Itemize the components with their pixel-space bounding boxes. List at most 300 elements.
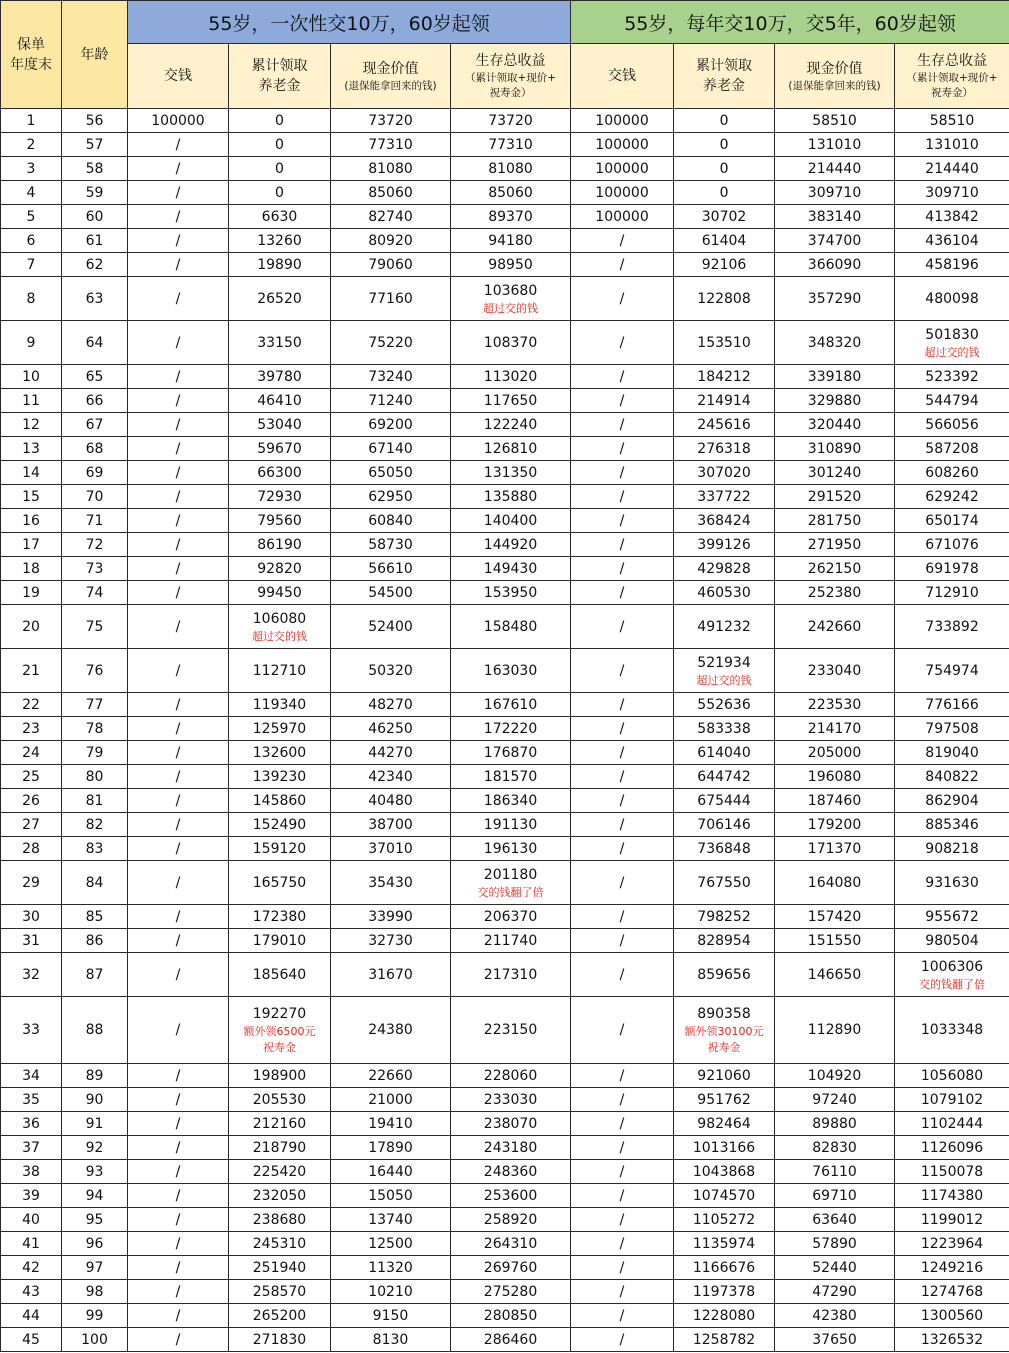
plan-a-pay-cell: [128, 1184, 229, 1208]
plan-a-pay-cell: [128, 437, 229, 461]
plan-a-accum-cell: [229, 181, 331, 205]
table-row: [1, 1232, 1009, 1256]
plan-b-cash-value-cell: [775, 765, 895, 789]
plan-b-accum-cell: [674, 581, 775, 605]
cell-value: 587208: [925, 440, 979, 457]
plan-b-total-cell: [895, 1328, 1009, 1352]
cell-value: 6: [26, 232, 36, 249]
cell-value: 61: [85, 232, 104, 249]
plan-a-cash-value-cell: [331, 813, 451, 837]
cell-value: 252380: [807, 584, 862, 601]
plan-a-cash-value-cell: [331, 321, 451, 365]
plan-b-cash-value-cell: [775, 605, 895, 649]
plan-b-cash-header-l1: 现金价值: [806, 60, 863, 77]
plan-b-cash-value-cell: [775, 321, 895, 365]
cell-value: 71: [85, 512, 104, 529]
policy-year-cell: [1, 861, 62, 905]
cell-value: 1074570: [692, 1187, 756, 1204]
cell-value: /: [175, 416, 181, 433]
plan-b-total-cell: [895, 205, 1009, 229]
plan-b-accum-cell: [674, 905, 775, 929]
plan-b-cash-value-cell: [775, 533, 895, 557]
policy-year-cell: [1, 413, 62, 437]
cell-value: 167610: [483, 696, 538, 713]
cell-value: 176870: [483, 744, 538, 761]
cell-value: 309710: [807, 184, 862, 201]
plan-a-accum-cell: [229, 649, 331, 693]
plan-b-cash-value-cell: [775, 1232, 895, 1256]
plan-b-total-cell: [895, 533, 1009, 557]
plan-a-pay-cell: [128, 461, 229, 485]
plan-a-cash-value-cell: [331, 905, 451, 929]
policy-year-cell: [1, 253, 62, 277]
cell-value: 27: [22, 816, 40, 833]
plan-b-cash-value-cell: [775, 581, 895, 605]
cell-value: 733892: [925, 618, 979, 635]
cell-value: 205530: [252, 1091, 307, 1108]
cell-value: 60: [85, 208, 104, 225]
plan-b-total-cell: [895, 1064, 1009, 1088]
plan-b-accum-cell: [674, 997, 775, 1064]
cell-value: 28: [22, 840, 40, 857]
age-cell: [62, 1328, 128, 1352]
cell-value: /: [619, 840, 625, 857]
cell-value: 736848: [697, 840, 751, 857]
table-row: [1, 109, 1009, 133]
cell-value: 86190: [257, 536, 302, 553]
cell-value: 281750: [807, 512, 862, 529]
plan-b-total-cell: [895, 557, 1009, 581]
plan-b-accum-cell: [674, 1328, 775, 1352]
cell-value: 214440: [925, 160, 979, 177]
age-cell: [62, 413, 128, 437]
policy-year-cell: [1, 997, 62, 1064]
plan-a-total-cell: [451, 861, 571, 905]
plan-b-pay-cell: [571, 1136, 674, 1160]
plan-b-accum-cell: [674, 205, 775, 229]
plan-b-pay-cell: [571, 461, 674, 485]
age-cell: [62, 693, 128, 717]
plan-b-pay-cell: [571, 413, 674, 437]
policy-year-cell: [1, 605, 62, 649]
cell-value: 291520: [807, 488, 862, 505]
cell-value: 368424: [697, 512, 751, 529]
policy-year-cell: [1, 133, 62, 157]
table-row: [1, 789, 1009, 813]
plan-b-total-cell: [895, 905, 1009, 929]
plan-a-cash-value-cell: [331, 389, 451, 413]
cell-value: 251940: [252, 1259, 307, 1276]
plan-b-accum-cell: [674, 1112, 775, 1136]
age-cell: [62, 789, 128, 813]
plan-a-accum-cell: [229, 509, 331, 533]
plan-b-total-cell: [895, 1256, 1009, 1280]
policy-year-cell: [1, 1304, 62, 1328]
cell-value: 58510: [929, 112, 975, 129]
cell-value: 0: [275, 184, 284, 201]
cell-value: 20: [22, 618, 40, 635]
cell-value: 22660: [368, 1067, 413, 1084]
cell-value: 521934: [697, 654, 751, 671]
plan-a-pay-cell: [128, 861, 229, 905]
cell-value: /: [619, 1022, 625, 1038]
plan-b-pay-cell: [571, 365, 674, 389]
plan-a-total-header-l3: 祝寿金）: [489, 87, 532, 99]
cell-value: 70: [85, 488, 104, 505]
plan-a-total-cell: [451, 605, 571, 649]
cell-value: /: [619, 966, 625, 983]
policy-year-cell: [1, 717, 62, 741]
table-row: [1, 813, 1009, 837]
plan-a-title: 55岁，一次性交10万，60岁起领: [128, 1, 571, 44]
age-cell: [62, 461, 128, 485]
plan-a-pay-cell: [128, 1136, 229, 1160]
plan-b-accum-header-l1: 累计领取: [696, 58, 753, 74]
plan-b-cash-value-cell: [775, 997, 895, 1064]
plan-b-accum-cell: [674, 157, 775, 181]
plan-a-cash-value-cell: [331, 1304, 451, 1328]
plan-b-pay-cell: [571, 605, 674, 649]
plan-b-cash-value-cell: [775, 1136, 895, 1160]
plan-b-total-cell: [895, 253, 1009, 277]
cell-value: 85: [85, 908, 104, 925]
age-cell: [62, 861, 128, 905]
cell-value: 329880: [807, 392, 862, 409]
table-row: [1, 953, 1009, 997]
cell-value: 86: [85, 932, 104, 949]
plan-a-cash-value-cell: [331, 1232, 451, 1256]
cell-value: 56: [85, 112, 104, 129]
cell-value: 228060: [483, 1067, 538, 1084]
cell-value: /: [619, 560, 625, 577]
plan-b-accum-cell: [674, 133, 775, 157]
cell-note: 超过交的钱: [252, 629, 307, 643]
plan-a-total-cell: [451, 181, 571, 205]
cell-value: /: [619, 720, 625, 737]
policy-year-cell: [1, 181, 62, 205]
plan-b-accum-cell: [674, 509, 775, 533]
cell-value: 238680: [252, 1211, 307, 1228]
cell-value: 83: [85, 840, 104, 857]
plan-b-pay-cell: [571, 277, 674, 321]
plan-b-total-cell: [895, 181, 1009, 205]
cell-value: 61404: [701, 232, 747, 249]
cell-value: 35430: [368, 874, 413, 891]
plan-b-total-cell: [895, 953, 1009, 997]
policy-year-cell: [1, 649, 62, 693]
cell-value: 1043868: [692, 1163, 756, 1180]
plan-b-cash-value-cell: [775, 693, 895, 717]
cell-value: /: [175, 966, 181, 983]
plan-b-total-cell: [895, 133, 1009, 157]
cell-value: 1056080: [920, 1067, 984, 1084]
plan-b-cash-value-cell: [775, 789, 895, 813]
age-cell: [62, 1280, 128, 1304]
cell-value: 89370: [488, 208, 533, 225]
cell-value: 47290: [812, 1283, 857, 1300]
plan-a-pay-cell: [128, 533, 229, 557]
cell-value: 40480: [368, 792, 413, 809]
cell-value: 271950: [807, 536, 862, 553]
cell-value: 106080: [252, 610, 307, 627]
cell-value: 30702: [701, 208, 747, 225]
policy-year-cell: [1, 1208, 62, 1232]
cell-value: 80920: [368, 232, 413, 249]
cell-value: 583338: [697, 720, 751, 737]
cell-value: 179010: [252, 932, 307, 949]
policy-year-cell: [1, 693, 62, 717]
cell-value: 552636: [697, 696, 751, 713]
cell-value: 206370: [483, 908, 538, 925]
cell-value: 754974: [925, 662, 979, 679]
cell-value: 103680: [483, 282, 538, 299]
plan-a-pay-cell: [128, 997, 229, 1064]
cell-value: 214170: [807, 720, 862, 737]
cell-value: /: [175, 908, 181, 925]
cell-value: 79060: [368, 256, 413, 273]
plan-b-accum-cell: [674, 437, 775, 461]
plan-b-pay-cell: [571, 533, 674, 557]
cell-value: 82: [85, 816, 104, 833]
cell-value: 92820: [257, 560, 302, 577]
cell-value: 35: [22, 1091, 40, 1108]
age-cell: [62, 437, 128, 461]
plan-b-accum-cell: [674, 1280, 775, 1304]
plan-b-cash-value-cell: [775, 109, 895, 133]
policy-year-cell: [1, 1136, 62, 1160]
plan-a-pay-cell: [128, 389, 229, 413]
cell-value: 33150: [257, 334, 302, 351]
plan-a-accum-cell: [229, 1136, 331, 1160]
plan-a-pay-cell: [128, 765, 229, 789]
plan-a-cash-value-cell: [331, 205, 451, 229]
plan-b-cash-value-cell: [775, 1112, 895, 1136]
plan-a-pay-cell: [128, 1328, 229, 1352]
plan-b-pay-cell: [571, 905, 674, 929]
cell-value: /: [619, 1139, 625, 1156]
cell-value: /: [175, 1091, 181, 1108]
cell-value: 59: [85, 184, 104, 201]
cell-value: 58: [85, 160, 104, 177]
cell-value: 280850: [483, 1307, 538, 1324]
plan-a-accum-cell: [229, 365, 331, 389]
policy-year-cell: [1, 533, 62, 557]
plan-b-total-cell: [895, 229, 1009, 253]
cell-value: 862904: [925, 792, 979, 809]
cell-value: 31: [22, 932, 40, 949]
cell-value: 52440: [812, 1259, 857, 1276]
plan-b-accum-cell: [674, 1232, 775, 1256]
cell-value: 460530: [697, 584, 751, 601]
plan-b-total-cell: [895, 813, 1009, 837]
plan-b-total-cell: [895, 1208, 1009, 1232]
plan-a-cash-value-cell: [331, 861, 451, 905]
plan-a-total-cell: [451, 765, 571, 789]
plan-a-accum-cell: [229, 929, 331, 953]
plan-a-cash-value-cell: [331, 953, 451, 997]
plan-b-total-cell: [895, 765, 1009, 789]
cell-value: 1223964: [920, 1235, 984, 1252]
cell-value: 225420: [252, 1163, 307, 1180]
plan-a-total-cell: [451, 905, 571, 929]
plan-a-cash-header-l1: 现金价值: [362, 60, 419, 77]
plan-a-accum-cell: [229, 485, 331, 509]
plan-a-cash-value-cell: [331, 605, 451, 649]
plan-a-pay-cell: [128, 693, 229, 717]
plan-b-total-cell: [895, 605, 1009, 649]
header-policy-year: 保单 年度末: [1, 1, 62, 109]
cell-value: 1326532: [920, 1331, 984, 1348]
plan-a-pay-cell: [128, 581, 229, 605]
cell-value: 99: [85, 1307, 104, 1324]
policy-year-cell: [1, 365, 62, 389]
plan-b-cash-value-cell: [775, 1304, 895, 1328]
age-cell: [62, 181, 128, 205]
cell-value: /: [619, 392, 625, 409]
cell-value: 63: [85, 290, 104, 307]
cell-value: 57890: [812, 1235, 857, 1252]
plan-a-pay-cell: [128, 229, 229, 253]
cell-value: /: [619, 1187, 625, 1204]
plan-a-pay-cell: [128, 605, 229, 649]
cell-value: 113020: [483, 368, 538, 385]
age-cell: [62, 157, 128, 181]
plan-a-cash-value-cell: [331, 1184, 451, 1208]
policy-year-cell: [1, 229, 62, 253]
policy-year-cell: [1, 389, 62, 413]
plan-a-accum-cell: [229, 1256, 331, 1280]
cell-value: 337722: [697, 488, 751, 505]
plan-a-accum-header: [229, 44, 331, 109]
plan-a-total-cell: [451, 277, 571, 321]
cell-value: 41: [22, 1235, 40, 1252]
plan-a-pay-cell: [128, 181, 229, 205]
cell-value: 17890: [368, 1139, 413, 1156]
plan-b-pay-cell: [571, 1280, 674, 1304]
plan-a-pay-cell: [128, 649, 229, 693]
cell-value: 205000: [807, 744, 862, 761]
cell-value: 50320: [368, 662, 413, 679]
plan-b-total-cell: [895, 789, 1009, 813]
plan-a-total-cell: [451, 953, 571, 997]
plan-a-accum-cell: [229, 413, 331, 437]
plan-a-cash-value-cell: [331, 929, 451, 953]
cell-value: 1249216: [920, 1259, 984, 1276]
cell-value: 94: [85, 1187, 104, 1204]
cell-value: 85060: [488, 184, 533, 201]
cell-value: /: [175, 1187, 181, 1204]
plan-a-cash-value-cell: [331, 693, 451, 717]
cell-value: 74: [85, 584, 104, 601]
cell-value: /: [175, 536, 181, 553]
plan-a-pay-cell: [128, 133, 229, 157]
cell-value: 72: [85, 536, 104, 553]
cell-value: 73720: [488, 112, 533, 129]
plan-a-pay-cell: [128, 953, 229, 997]
plan-b-cash-value-cell: [775, 905, 895, 929]
cell-value: 6630: [261, 208, 298, 225]
cell-value: 119340: [252, 696, 307, 713]
plan-b-accum-cell: [674, 1136, 775, 1160]
cell-value: 117650: [483, 392, 538, 409]
cell-value: 75: [85, 618, 104, 635]
plan-b-pay-cell: [571, 437, 674, 461]
cell-value: 59670: [257, 440, 302, 457]
plan-b-cash-value-cell: [775, 557, 895, 581]
plan-b-pay-cell: [571, 389, 674, 413]
plan-b-accum-cell: [674, 389, 775, 413]
cell-value: 185640: [252, 966, 307, 983]
plan-a-total-cell: [451, 1280, 571, 1304]
plan-b-cash-value-cell: [775, 365, 895, 389]
policy-year-cell: [1, 789, 62, 813]
cell-value: 53040: [257, 416, 302, 433]
cell-value: /: [619, 256, 625, 273]
plan-a-accum-cell: [229, 813, 331, 837]
plan-a-accum-cell: [229, 741, 331, 765]
age-cell: [62, 277, 128, 321]
cell-value: /: [619, 1259, 625, 1276]
cell-value: 80: [85, 768, 104, 785]
plan-a-total-cell: [451, 413, 571, 437]
plan-a-total-cell: [451, 1160, 571, 1184]
plan-a-pay-cell: [128, 253, 229, 277]
cell-note: 祝寿金: [707, 1041, 741, 1054]
plan-b-pay-cell: [571, 557, 674, 581]
cell-value: /: [175, 1283, 181, 1300]
plan-a-pay-cell: [128, 1088, 229, 1112]
table-row: [1, 837, 1009, 861]
cell-value: 245616: [697, 416, 751, 433]
cell-value: 146650: [807, 966, 862, 983]
cell-value: /: [619, 512, 625, 529]
plan-b-accum-cell: [674, 837, 775, 861]
cell-value: 37: [22, 1139, 40, 1156]
plan-a-pay-header: [128, 44, 229, 109]
cell-value: /: [619, 1235, 625, 1252]
cell-value: 75220: [368, 334, 413, 351]
table-row: [1, 1208, 1009, 1232]
cell-value: /: [175, 1067, 181, 1084]
cell-value: 706146: [697, 816, 751, 833]
cell-value: 1126096: [920, 1139, 984, 1156]
plan-a-total-cell: [451, 1136, 571, 1160]
plan-a-accum-header-l1: 累计领取: [251, 58, 308, 74]
cell-value: 153510: [697, 334, 751, 351]
cell-value: /: [619, 488, 625, 505]
cell-value: 890358: [697, 1006, 751, 1022]
cell-value: /: [175, 840, 181, 857]
cell-value: 0: [719, 160, 729, 177]
plan-b-cash-value-cell: [775, 929, 895, 953]
cell-value: 608260: [925, 464, 979, 481]
cell-value: 1105272: [692, 1211, 756, 1228]
age-cell: [62, 229, 128, 253]
plan-b-cash-value-cell: [775, 837, 895, 861]
cell-value: /: [175, 584, 181, 601]
policy-year-cell: [1, 581, 62, 605]
cell-value: 614040: [697, 744, 751, 761]
cell-value: 0: [719, 184, 729, 201]
cell-value: 0: [275, 136, 284, 153]
cell-value: /: [619, 536, 625, 553]
cell-value: 271830: [252, 1331, 307, 1348]
plan-b-accum-cell: [674, 741, 775, 765]
plan-b-pay-cell: [571, 929, 674, 953]
table-row: [1, 437, 1009, 461]
plan-b-pay-cell: [571, 181, 674, 205]
age-cell: [62, 509, 128, 533]
